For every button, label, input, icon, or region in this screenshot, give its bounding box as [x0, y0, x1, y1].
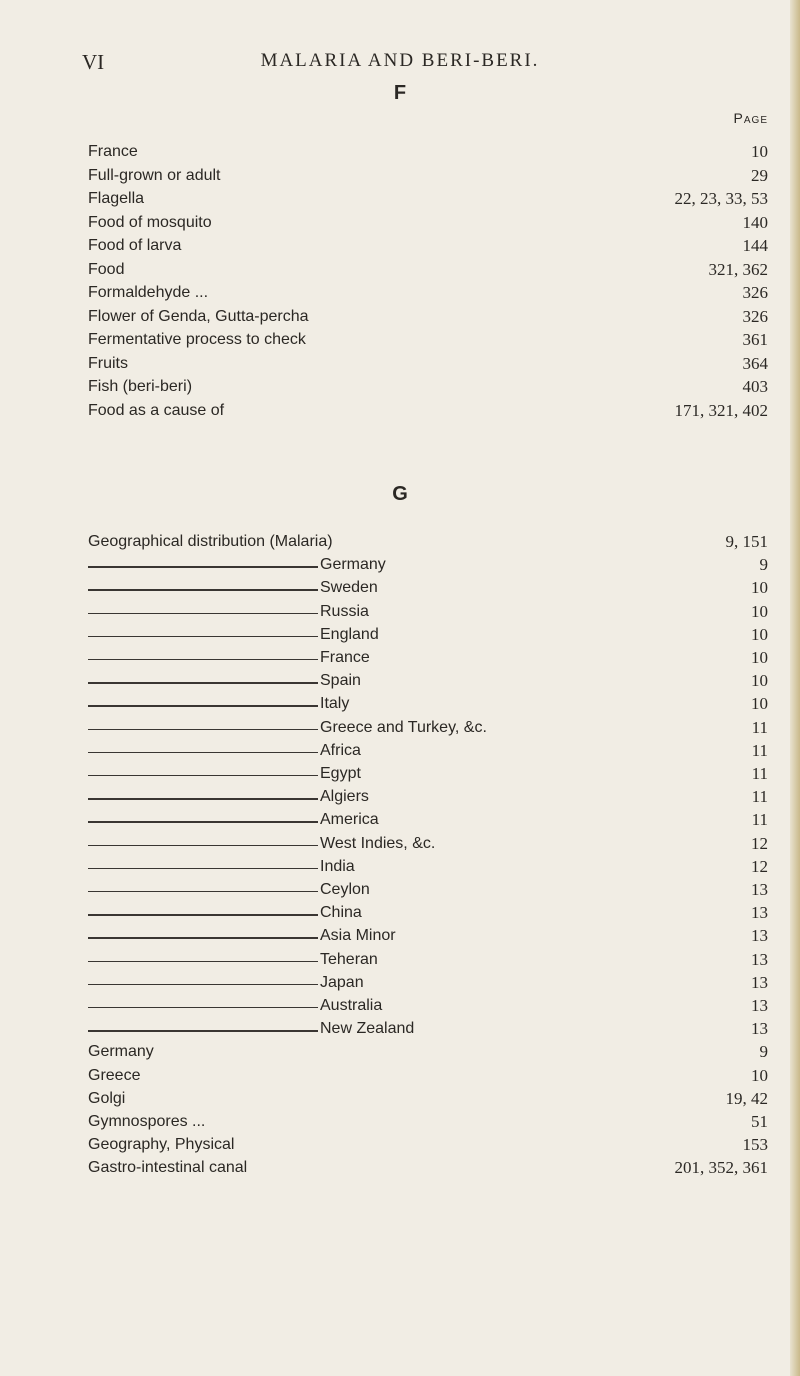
index-page-refs: 10	[751, 578, 768, 598]
index-page-refs: 326	[742, 306, 768, 326]
index-entry	[88, 211, 768, 235]
index-subterm: Greece and Turkey, &c.	[320, 718, 487, 736]
running-head	[0, 50, 800, 80]
index-term: Fruits	[88, 354, 128, 372]
index-page-refs: 11	[751, 787, 768, 807]
index-term: Fish (beri-beri)	[88, 378, 193, 395]
ditto-rule	[88, 1007, 318, 1008]
index-page-refs: 10	[751, 648, 768, 667]
index-term: Formaldehyde ...	[88, 284, 209, 301]
index-entry	[88, 187, 768, 211]
leader-dots	[396, 994, 741, 1018]
leader-dots	[226, 211, 733, 235]
leader-dots	[375, 669, 741, 693]
index-subterm: Africa	[320, 741, 361, 759]
leader-dots	[375, 739, 742, 763]
leader-dots	[392, 576, 741, 600]
index-entry	[88, 994, 768, 1018]
index-entry	[88, 600, 768, 624]
leader-dots	[261, 1156, 665, 1180]
leader-dots	[320, 328, 733, 352]
ditto-rule	[88, 1030, 318, 1031]
index-term: Food as a cause of	[88, 401, 225, 419]
index-entry	[88, 971, 768, 995]
index-term: Flower of Genda, Gutta-percha	[88, 307, 309, 325]
index-entry	[88, 140, 768, 164]
leader-dots	[323, 305, 733, 329]
index-page-refs: 10	[751, 142, 768, 161]
index-subterm: Ceylon	[320, 881, 370, 898]
index-term: Germany	[88, 1043, 154, 1061]
index-page-refs: 10	[751, 1065, 768, 1085]
index-term: Geographical distribution (Malaria)	[88, 533, 333, 550]
ditto-rule	[88, 636, 318, 637]
index-entry	[88, 924, 768, 948]
index-entry	[88, 553, 768, 577]
leader-dots	[158, 187, 665, 211]
index-entry	[88, 762, 768, 786]
index-page-refs: 361	[742, 330, 768, 349]
ditto-rule	[88, 845, 318, 846]
index-page-refs: 13	[751, 903, 768, 923]
ditto-rule	[88, 868, 318, 869]
index-term: Fermentative process to check	[88, 331, 306, 348]
ditto-rule	[88, 891, 318, 892]
index-term: Golgi	[88, 1089, 126, 1107]
index-page-refs: 321, 362	[708, 259, 768, 279]
index-page-refs: 11	[751, 717, 768, 737]
leader-dots	[142, 352, 733, 376]
ditto-rule	[88, 984, 318, 985]
index-page-refs: 12	[751, 833, 768, 853]
leader-dots	[168, 1040, 750, 1064]
index-page-refs: 29	[751, 165, 768, 185]
index-entry	[88, 258, 768, 282]
leader-dots	[363, 692, 741, 716]
index-entry	[88, 878, 768, 902]
index-subterm: China	[320, 904, 362, 922]
index-term: Greece	[88, 1066, 141, 1084]
leader-dots	[139, 1087, 716, 1111]
index-entry	[88, 948, 768, 972]
index-entry	[88, 1110, 768, 1134]
leader-dots	[152, 140, 741, 164]
index-entry	[88, 576, 768, 600]
ditto-rule	[88, 961, 318, 962]
index-entry	[88, 669, 768, 693]
index-term: Flagella	[88, 190, 145, 207]
section-letter-f: F	[393, 82, 407, 104]
index-subterm: Sweden	[320, 579, 378, 597]
index-entry	[88, 1064, 768, 1088]
index-page-refs: 326	[742, 283, 768, 302]
leader-dots	[449, 832, 741, 856]
ditto-rule	[88, 937, 318, 938]
index-subterm: Teheran	[320, 950, 378, 968]
index-page-refs: 140	[742, 212, 768, 232]
index-page-refs: 12	[751, 856, 768, 876]
page-folio: VI	[82, 50, 105, 74]
index-entry	[88, 1156, 768, 1180]
index-entry	[88, 352, 768, 376]
leader-dots	[238, 399, 665, 423]
index-page-refs: 144	[742, 236, 768, 255]
index-page-refs: 171, 321, 402	[674, 400, 768, 420]
leader-dots	[392, 948, 741, 972]
index-page-refs: 11	[751, 764, 768, 783]
ditto-rule	[88, 566, 318, 567]
leader-dots	[383, 785, 742, 809]
index-page-refs: 13	[751, 996, 768, 1015]
index-term: Food of mosquito	[88, 213, 212, 231]
index-entry	[88, 1087, 768, 1111]
index-page-refs: 9	[759, 1042, 768, 1062]
ditto-rule	[88, 821, 318, 822]
index-page-refs: 201, 352, 361	[674, 1158, 768, 1178]
leader-dots	[378, 971, 741, 995]
index-entry	[88, 305, 768, 329]
index-page-refs: 10	[751, 601, 768, 621]
index-page-refs: 9	[759, 555, 768, 575]
index-subterm: Russia	[320, 602, 369, 620]
ditto-rule	[88, 729, 318, 730]
index-page-refs: 10	[751, 671, 768, 691]
index-page-refs: 13	[751, 1019, 768, 1039]
index-term: Full-grown or adult	[88, 166, 221, 184]
index-term: Geography, Physical	[88, 1136, 235, 1154]
index-entry	[88, 855, 768, 879]
index-entry	[88, 1133, 768, 1157]
leader-dots	[347, 530, 716, 554]
index-entry	[88, 785, 768, 809]
leader-dots	[393, 623, 741, 647]
index-subterm: India	[320, 857, 355, 875]
index-entry	[88, 399, 768, 423]
index-entry	[88, 832, 768, 856]
ditto-rule	[88, 705, 318, 706]
ditto-rule	[88, 682, 318, 683]
index-entry	[88, 328, 768, 352]
leader-dots	[410, 924, 741, 948]
ditto-rule	[88, 752, 318, 753]
index-subterm: Australia	[320, 997, 383, 1014]
index-subterm: New Zealand	[320, 1020, 415, 1038]
leader-dots	[195, 234, 733, 258]
leader-dots	[138, 258, 699, 282]
leader-dots	[376, 901, 741, 925]
index-page-refs: 51	[751, 1112, 768, 1131]
index-page-refs: 19, 42	[725, 1088, 768, 1108]
index-subterm: Italy	[320, 695, 350, 713]
ditto-rule	[88, 775, 318, 776]
ditto-rule	[88, 659, 318, 660]
index-page-refs: 9, 151	[725, 532, 768, 551]
index-subterm: America	[320, 811, 379, 829]
index-term: Food	[88, 260, 125, 278]
index-entry	[88, 808, 768, 832]
leader-dots	[248, 1133, 733, 1157]
index-entry	[88, 1017, 768, 1041]
index-entry	[88, 530, 768, 554]
index-page-refs: 153	[742, 1135, 768, 1155]
index-page-refs: 13	[751, 972, 768, 992]
index-term: Gymnospores ...	[88, 1113, 206, 1130]
index-page-refs: 13	[751, 949, 768, 969]
index-entry	[88, 164, 768, 188]
index-page-refs: 13	[751, 880, 768, 899]
index-subterm: Spain	[320, 672, 361, 690]
index-entry	[88, 281, 768, 305]
index-entry	[88, 375, 768, 399]
leader-dots	[206, 375, 733, 399]
ditto-rule	[88, 589, 318, 590]
running-title: MALARIA AND BERI-BERI.	[260, 50, 540, 71]
leader-dots	[400, 553, 750, 577]
index-page-refs: 10	[751, 624, 768, 644]
page-column-head: Page	[733, 110, 768, 126]
leader-dots	[428, 1017, 741, 1041]
ditto-rule	[88, 613, 318, 614]
index-subterm: Asia Minor	[320, 927, 396, 945]
index-page-refs: 403	[742, 377, 768, 396]
index-entry	[88, 716, 768, 740]
index-subterm: Germany	[320, 556, 386, 574]
index-entry	[88, 739, 768, 763]
leader-dots	[383, 600, 741, 624]
index-page-refs: 13	[751, 926, 768, 946]
leader-dots	[369, 855, 741, 879]
index-page-refs: 364	[742, 353, 768, 373]
leader-dots	[501, 716, 742, 740]
index-page-refs: 22, 23, 33, 53	[674, 189, 768, 208]
index-term: Food of larva	[88, 237, 182, 254]
ditto-rule	[88, 914, 318, 915]
index-entry	[88, 623, 768, 647]
ditto-rule	[88, 798, 318, 799]
leader-dots	[393, 808, 742, 832]
index-page-refs: 11	[751, 740, 768, 760]
leader-dots	[222, 281, 733, 305]
index-subterm: France	[320, 649, 370, 666]
index-page-refs: 10	[751, 694, 768, 714]
index-term: Gastro-intestinal canal	[88, 1159, 248, 1177]
leader-dots	[384, 646, 741, 670]
leader-dots	[375, 762, 742, 786]
section-letter-g: G	[392, 483, 408, 505]
index-subterm: West Indies, &c.	[320, 834, 436, 852]
index-subterm: England	[320, 625, 379, 643]
leader-dots	[235, 164, 741, 188]
page-edge	[790, 0, 800, 1376]
leader-dots	[384, 878, 741, 902]
index-subterm: Algiers	[320, 788, 369, 806]
index-entry	[88, 234, 768, 258]
index-entry	[88, 901, 768, 925]
index-subterm: Egypt	[320, 765, 361, 782]
leader-dots	[219, 1110, 741, 1134]
index-page-refs: 11	[751, 810, 768, 830]
index-entry	[88, 692, 768, 716]
index-term: France	[88, 143, 138, 160]
leader-dots	[154, 1064, 741, 1088]
index-subterm: Japan	[320, 973, 364, 991]
index-entry	[88, 646, 768, 670]
index-entry	[88, 1040, 768, 1064]
